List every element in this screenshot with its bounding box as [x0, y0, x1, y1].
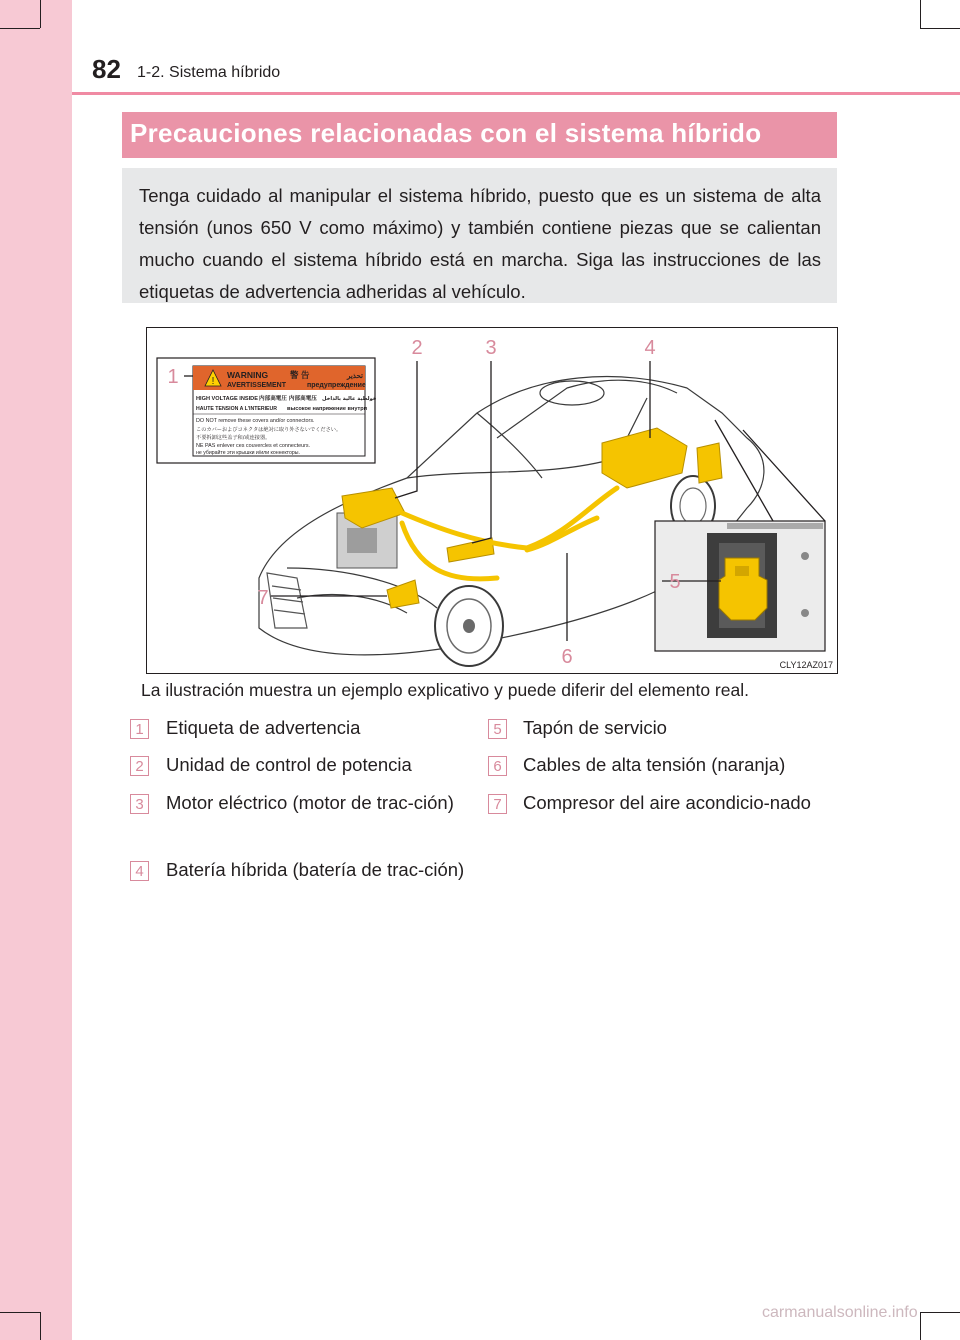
label-avertissement: AVERTISSEMENT	[227, 382, 286, 389]
label-haute-tension: HAUTE TENSION A L'INTERIEUR	[196, 406, 277, 412]
crop-mark	[920, 28, 960, 29]
hv-cables	[402, 488, 617, 579]
front-grille	[267, 573, 307, 628]
label-high-voltage-ar: فولطية عالية بالداخل	[322, 396, 377, 402]
legend-text-2: Unidad de control de potencia	[166, 754, 412, 775]
legend-text-1: Etiqueta de advertencia	[166, 717, 361, 738]
label-high-voltage-jp: 内部高電圧 内部高電压	[259, 396, 317, 402]
page-title: Precauciones relacionadas con el sistema híbrido	[122, 112, 837, 158]
callout-1: 1	[167, 366, 179, 388]
warning-label-inset	[157, 358, 376, 463]
intro-text: Tenga cuidado al manipular el sistema híbrido, puesto que es un sistema de alta tensión (unos 650 V como máximo) y también contiene piezas que se calientan mucho cuando el sistema híbrido está en marcha. Siga las instrucciones de las etiquetas de advertencia adheridas al vehículo.	[139, 185, 821, 302]
label-warning-ar: تحذير	[347, 373, 363, 380]
legend-num-6: 6	[488, 756, 507, 776]
label-warning-jp: 警 告	[290, 370, 310, 380]
callout-2: 2	[411, 337, 423, 359]
label-preduprezhdenie: предупреждение	[307, 382, 366, 389]
legend-num-7: 7	[488, 794, 507, 814]
label-high-voltage: HIGH VOLTAGE INSIDE	[196, 396, 258, 402]
figure-caption: La ilustración muestra un ejemplo explicativo y puede diferir del elemento real.	[141, 680, 749, 700]
page-sidebar	[0, 0, 72, 1340]
crop-mark	[920, 1312, 960, 1313]
callout-4: 4	[644, 337, 656, 359]
label-line-cn: 不要拆卸这些盖子和/或连接器。	[196, 435, 271, 441]
legend-text-3: Motor eléctrico (motor de trac-ción)	[166, 792, 454, 813]
legend-num-3: 3	[130, 794, 149, 814]
legend-num-1: 1	[130, 719, 149, 739]
legend-text-6: Cables de alta tensión (naranja)	[523, 754, 786, 775]
legend-text-7: Compresor del aire acondicio-nado	[523, 792, 811, 813]
label-line-jp: このカバーおよびコネクタは絶対に取り外さないでください。	[196, 427, 342, 433]
crop-mark	[0, 1312, 40, 1313]
legend-num-5: 5	[488, 719, 507, 739]
watermark: carmanualsonline.info	[762, 1304, 918, 1321]
callout-6: 6	[561, 646, 573, 668]
section-title: 1-2. Sistema híbrido	[137, 64, 281, 81]
header-rule	[72, 92, 960, 95]
crop-mark	[0, 28, 40, 29]
vehicle-illustration	[146, 327, 838, 674]
label-vysokoe: высокое напряжение внутри	[287, 406, 368, 412]
crop-mark	[40, 1312, 41, 1340]
car-diagram	[147, 328, 837, 673]
label-line-fr: NE PAS enlever ces couvercles et connecteurs.	[196, 443, 311, 449]
front-wheel	[435, 586, 503, 666]
callout-7: 7	[257, 587, 269, 609]
battery-module-shape	[697, 443, 722, 483]
crop-mark	[920, 1312, 921, 1340]
callout-3: 3	[485, 337, 497, 359]
label-warning-text: WARNING	[227, 370, 269, 380]
label-line-ru: не убирайте эти крышки и/или коннекторы.	[196, 450, 300, 456]
crop-mark	[920, 0, 921, 28]
svg-text:!: !	[211, 376, 215, 387]
page-number: 82	[92, 54, 121, 84]
legend-text-4: Batería híbrida (batería de trac-ción)	[166, 859, 465, 880]
legend-text-5: Tapón de servicio	[523, 717, 667, 738]
figure-code: CLY12AZ017	[779, 660, 833, 670]
legend-num-4: 4	[130, 861, 149, 881]
legend-num-2: 2	[130, 756, 149, 776]
label-line-en: DO NOT remove these covers and/or connectors.	[196, 418, 315, 424]
crop-mark	[40, 0, 41, 28]
hybrid-battery-shape	[602, 428, 687, 488]
intro-box	[122, 168, 837, 303]
callout-5: 5	[669, 571, 681, 593]
